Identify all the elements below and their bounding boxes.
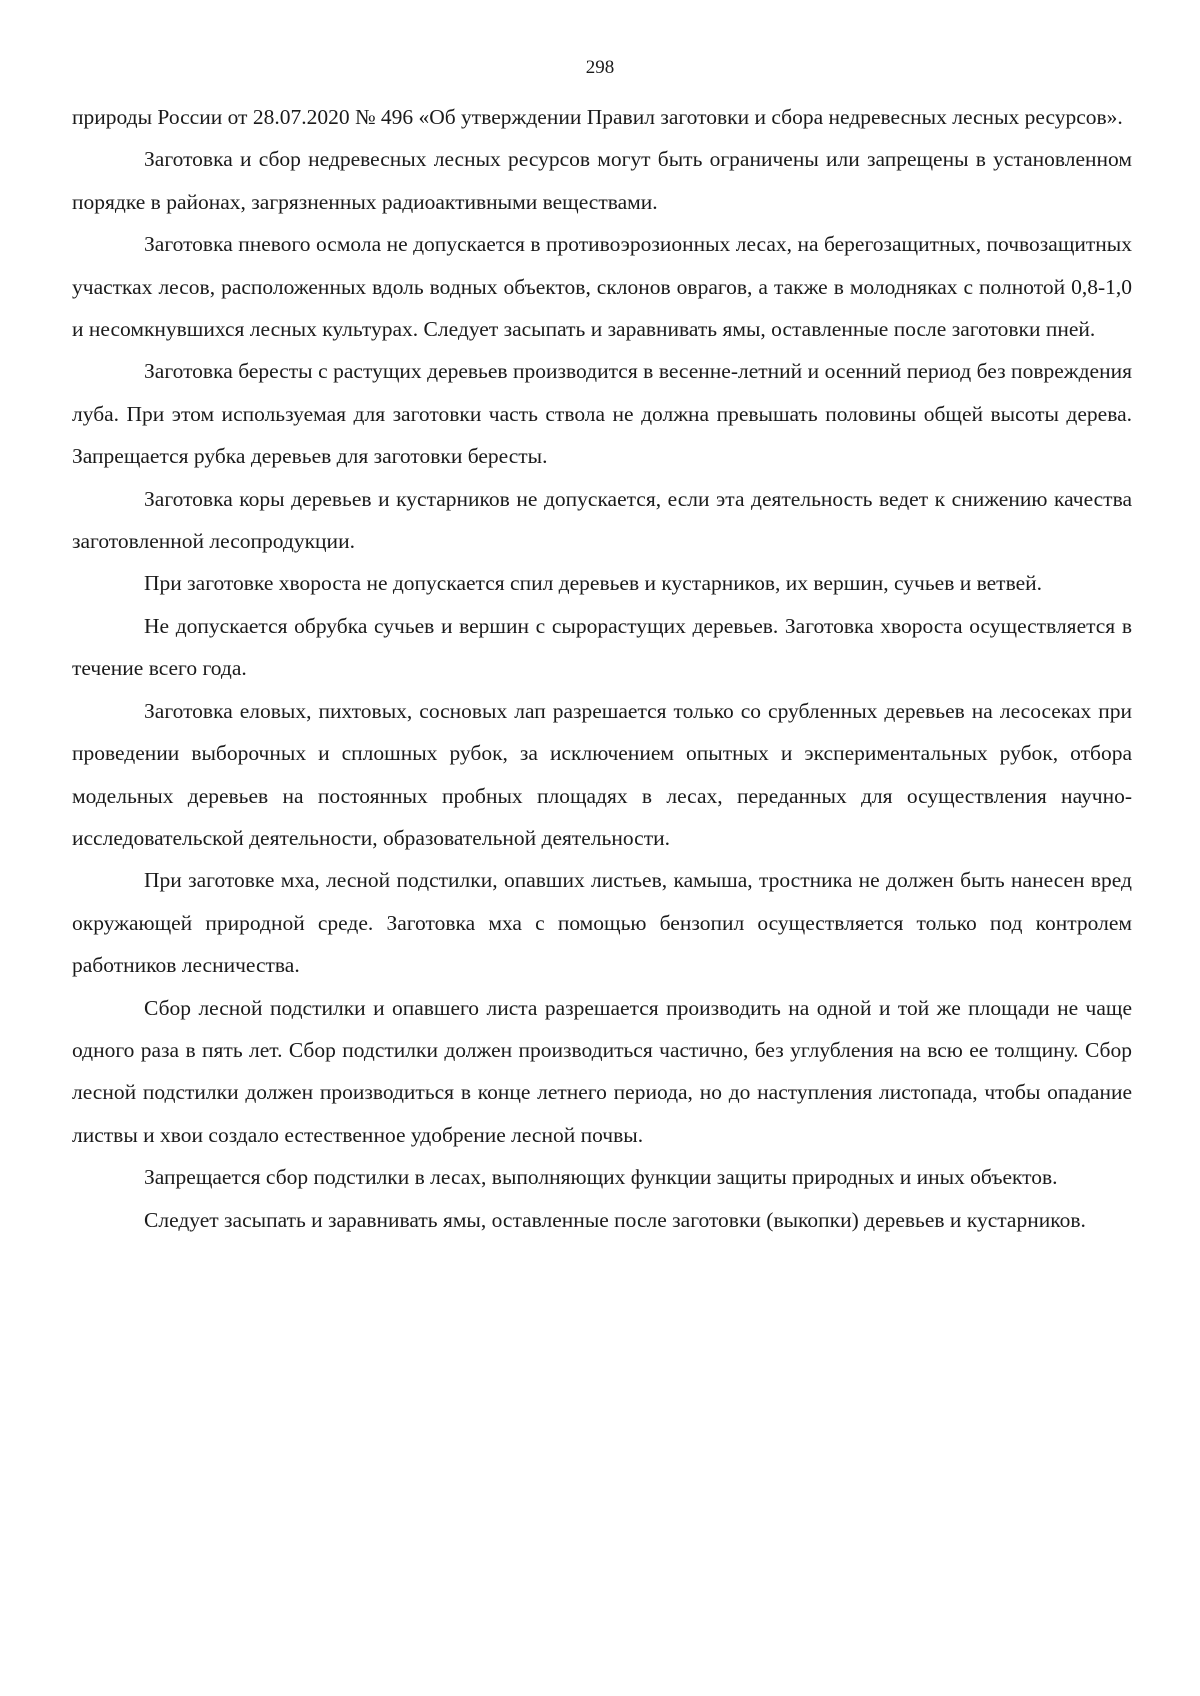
paragraph: Заготовка пневого осмола не допускается в противоэрозионных лесах, на берегозащитных, почвозащитных участках лесов, расположенных вдоль водных объектов, склонов оврагов, а также в молодняках с полнотой 0,8-1,0 и несомкнувшихся лесных культурах. Следует засыпать и заравнивать ямы, оставленные после заготовки пней. xyxy=(72,232,1132,342)
paragraph: Следует засыпать и заравнивать ямы, оставленные после заготовки (выкопки) деревьев и кустарников. xyxy=(144,1207,1086,1232)
paragraph: Заготовка и сбор недревесных лесных ресурсов могут быть ограничены или запрещены в установленном порядке в районах, загрязненных радиоактивными веществами. xyxy=(72,147,1132,214)
paragraph: Заготовка еловых, пихтовых, сосновых лап разрешается только со срубленных деревьев на лесосеках при проведении выборочных и сплошных рубок, за исключением опытных и экспериментальных рубок, отбора модельных деревьев на постоянных пробных площадях в лесах, переданных для осуществления научно-исследовательской деятельности, образовательной деятельности. xyxy=(72,698,1132,850)
paragraph: Запрещается сбор подстилки в лесах, выполняющих функции защиты природных и иных объектов. xyxy=(144,1165,1058,1190)
page-number: 298 xyxy=(585,57,615,78)
paragraph: Заготовка коры деревьев и кустарников не допускается, если эта деятельность ведет к снижению качества заготовленной лесопродукции. xyxy=(72,486,1132,554)
paragraph: Не допускается обрубка сучьев и вершин с сырорастущих деревьев. Заготовка хвороста осуществляется в течение всего года. xyxy=(72,613,1132,681)
paragraph: Заготовка бересты с растущих деревьев производится в весенне-летний и осенний период без повреждения луба. При этом используемая для заготовки часть ствола не должна превышать половины общей высоты дерева. Запрещается рубка деревьев для заготовки бересты. xyxy=(72,359,1132,469)
paragraph: При заготовке мха, лесной подстилки, опавших листьев, камыша, тростника не должен быть нанесен вред окружающей природной среде. Заготовка мха с помощью бензопил осуществляется только под контролем работников лесничества. xyxy=(72,868,1132,978)
document-body xyxy=(72,96,1132,1241)
paragraph: При заготовке хвороста не допускается спил деревьев и кустарников, их вершин, сучьев и ветвей. xyxy=(144,571,1043,596)
paragraph-continued: природы России от 28.07.2020 № 496 «Об утверждении Правил заготовки и сбора недревесных лесных ресурсов». xyxy=(72,105,1123,129)
paragraph: Сбор лесной подстилки и опавшего листа разрешается производить на одной и той же площади не чаще одного раза в пять лет. Сбор подстилки должен производиться частично, без углубления на всю ее толщину. Сбор лесной подстилки должен производиться в конце летнего периода, но до наступления листопада, чтобы опадание листвы и хвои создало естественное удобрение лесной почвы. xyxy=(72,995,1132,1147)
